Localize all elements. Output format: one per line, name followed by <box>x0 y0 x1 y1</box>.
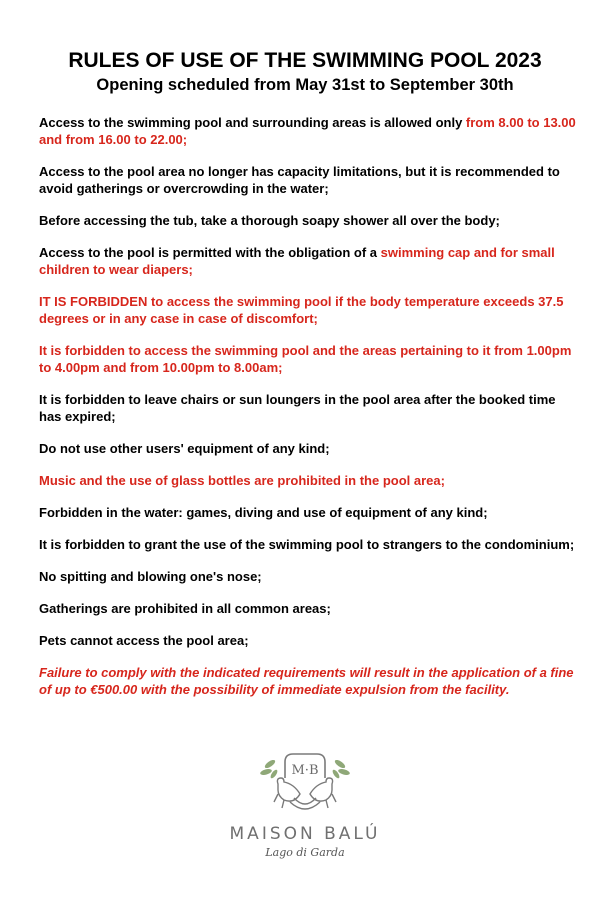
rule-item <box>39 391 579 425</box>
rule-highlight: swimming cap and for small children to wear diapers; <box>39 245 555 277</box>
rule-text: Before accessing the tub, take a thorough soapy shower all over the body; <box>39 213 500 228</box>
page-title: RULES OF USE OF THE SWIMMING POOL 2023 <box>68 49 542 72</box>
rule-item <box>39 342 579 376</box>
rule-item <box>39 212 579 229</box>
rule-item <box>39 536 579 553</box>
rule-highlight: It is forbidden to access the swimming pool and the areas pertaining to it from 1.00pm to 4.00pm and from 10.00pm to 8.00am; <box>39 343 572 375</box>
leaf-icon <box>331 758 350 779</box>
maison-balu-logo <box>0 750 610 859</box>
rule-item <box>39 114 579 148</box>
rule-highlight: IT IS FORBIDDEN to access the swimming pool if the body temperature exceeds 37.5 degrees or in any case in case of discomfort; <box>39 294 564 326</box>
rule-item <box>39 440 579 457</box>
rule-text: Do not use other users' equipment of any kind; <box>39 441 330 456</box>
rule-text: Gatherings are prohibited in all common areas; <box>39 601 331 616</box>
leaf-icon <box>260 758 279 779</box>
rule-text: Pets cannot access the pool area; <box>39 633 249 648</box>
crest-icon <box>250 750 360 822</box>
monogram-text: M·B <box>291 763 319 778</box>
rule-text: It is forbidden to grant the use of the swimming pool to strangers to the condominium; <box>39 537 575 552</box>
bird-icon <box>274 778 336 809</box>
rule-text: Access to the pool area no longer has capacity limitations, but it is recommended to avoid gatherings or overcrowding in the water; <box>39 164 560 196</box>
rules-list <box>39 114 579 713</box>
rule-item <box>39 568 579 585</box>
rule-text: It is forbidden to leave chairs or sun loungers in the pool area after the booked time has expired; <box>39 392 556 424</box>
rule-item <box>39 600 579 617</box>
page-subtitle: Opening scheduled from May 31st to September 30th <box>96 76 514 94</box>
rule-highlight: Music and the use of glass bottles are prohibited in the pool area; <box>39 473 445 488</box>
warning-notice: Failure to comply with the indicated requirements will result in the application of a fine of up to €500.00 with the possibility of immediate expulsion from the facility. <box>39 665 574 697</box>
rule-item <box>39 504 579 521</box>
brand-name: MAISON BALÚ <box>229 824 381 844</box>
rule-item <box>39 163 579 197</box>
rule-highlight: from 8.00 to 13.00 and from 16.00 to 22.00; <box>39 115 576 147</box>
rule-text: No spitting and blowing one's nose; <box>39 569 262 584</box>
rule-text: Access to the pool is permitted with the obligation of a <box>39 245 381 260</box>
rule-item <box>39 632 579 649</box>
brand-location: Lago di Garda <box>265 846 345 859</box>
rule-text: Forbidden in the water: games, diving and use of equipment of any kind; <box>39 505 488 520</box>
rule-item <box>39 293 579 327</box>
rule-item <box>39 472 579 489</box>
rule-text: Access to the swimming pool and surrounding areas is allowed only <box>39 115 466 130</box>
rule-item <box>39 244 579 278</box>
